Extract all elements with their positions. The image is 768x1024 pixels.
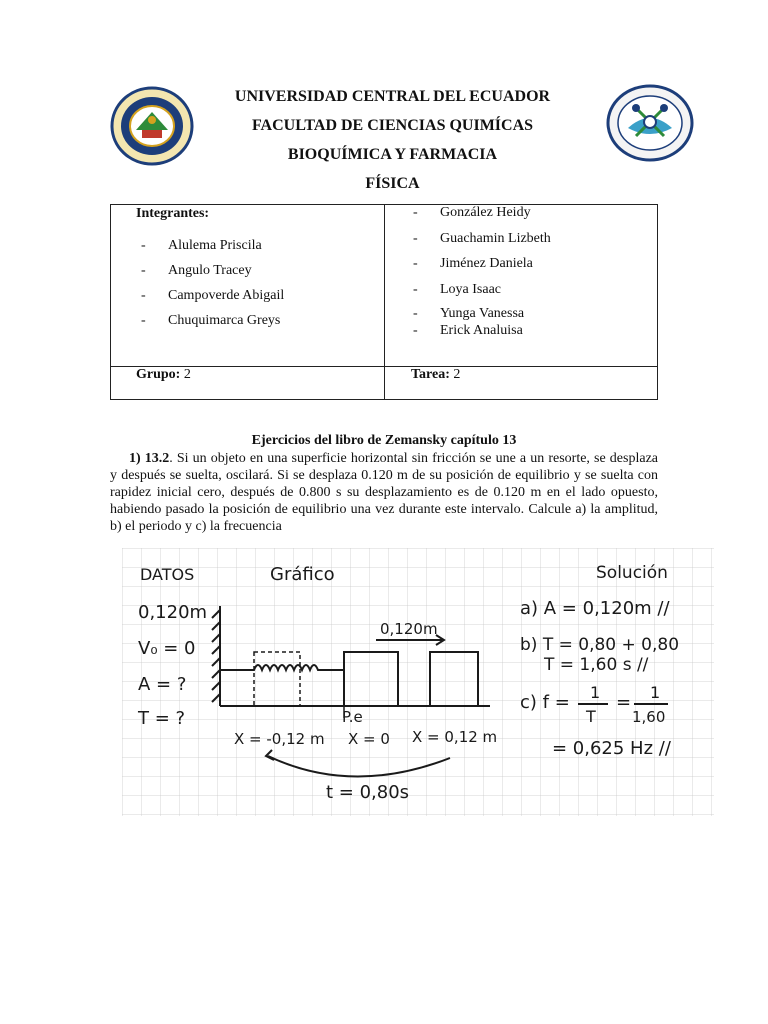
- fraction-2-denominator: 1,60: [632, 708, 666, 726]
- datos-item: 0,120m: [138, 602, 208, 623]
- tarea-label: Tarea:: [411, 367, 450, 382]
- displacement-label: 0,120m: [380, 620, 438, 638]
- position-label-center: X = 0: [348, 730, 390, 748]
- exercise-number: 1) 13.2: [129, 451, 170, 466]
- position-label-right: X = 0,12 m: [412, 728, 498, 746]
- datos-item: A = ?: [138, 674, 187, 695]
- exercise-heading: Ejercicios del libro de Zemansky capítulo 13: [251, 433, 517, 448]
- faculty-title: FACULTAD DE CIENCIAS QUIMÍCAS: [251, 117, 534, 134]
- time-label: t = 0,80s: [326, 782, 410, 803]
- position-label-left: X = -0,12 m: [234, 730, 325, 748]
- list-item: - Campoverde Abigail: [141, 288, 284, 313]
- datos-item: V₀ = 0: [138, 638, 196, 659]
- university-title: UNIVERSIDAD CENTRAL DEL ECUADOR: [234, 88, 551, 105]
- members-table: [110, 204, 658, 400]
- solution-c-prefix: c) f =: [520, 692, 570, 713]
- list-item: - Alulema Priscila: [141, 238, 284, 263]
- solution-a: a) A = 0,120m //: [520, 598, 670, 619]
- list-item: - Yunga Vanessa: [413, 306, 551, 323]
- left-member-list: [141, 238, 284, 338]
- university-seal-logo: [110, 86, 194, 166]
- list-item: - Loya Isaac: [413, 282, 551, 306]
- table-divider-vertical: [384, 205, 385, 399]
- datos-item: T = ?: [138, 708, 186, 729]
- list-item: - González Heidy: [413, 205, 551, 231]
- grupo-value: 2: [183, 367, 191, 382]
- solution-b-line1: b) T = 0,80 + 0,80: [520, 635, 680, 655]
- solution-b-line2: T = 1,60 s //: [544, 655, 649, 675]
- fraction-2-numerator: 1: [650, 683, 661, 702]
- fraction-1-numerator: 1: [590, 683, 601, 702]
- handwritten-solution-sheet: [122, 548, 714, 816]
- grupo-label: Grupo:: [136, 367, 181, 382]
- exercise-statement: [110, 450, 658, 535]
- tarea-value: 2: [453, 367, 461, 382]
- integrantes-label: Integrantes:: [136, 206, 210, 221]
- list-item: - Chuquimarca Greys: [141, 313, 284, 338]
- faculty-seal-logo: [606, 84, 694, 162]
- solution-c-result: = 0,625 Hz //: [552, 738, 671, 759]
- subject-title: FÍSICA: [365, 175, 420, 192]
- list-item: - Jiménez Daniela: [413, 256, 551, 282]
- exercise-text: . Si un objeto en una superficie horizontal sin fricción se une a un resorte, se desplaza y después se suelta, oscilará. Si se desplaza 0.120 m de su posición de equilibrio y se suelta con rapidez inicial cero, después de 0.800 s su desplazamiento es de 0.120 m en el lado opuesto, habiendo pasado la posición de equilibrio una vez durante este intervalo. Calcule a) la amplitud, b) el periodo y c) la frecuencia: [110, 451, 658, 534]
- equilibrium-label: P.e: [342, 708, 363, 726]
- grid-paper: [122, 548, 714, 816]
- grupo-field: [136, 367, 191, 383]
- right-member-list: [413, 205, 551, 340]
- list-item: - Erick Analuisa: [413, 323, 551, 340]
- career-title: BIOQUÍMICA Y FARMACIA: [287, 146, 498, 163]
- tarea-field: [411, 367, 460, 383]
- datos-title: DATOS: [140, 565, 195, 584]
- list-item: - Guachamin Lizbeth: [413, 231, 551, 256]
- table-divider-horizontal: [111, 366, 657, 367]
- list-item: - Angulo Tracey: [141, 263, 284, 288]
- grafico-title: Gráfico: [270, 564, 335, 585]
- solucion-title: Solución: [596, 563, 668, 583]
- fraction-1-denominator: T: [586, 707, 596, 726]
- fraction-equals: =: [616, 692, 632, 713]
